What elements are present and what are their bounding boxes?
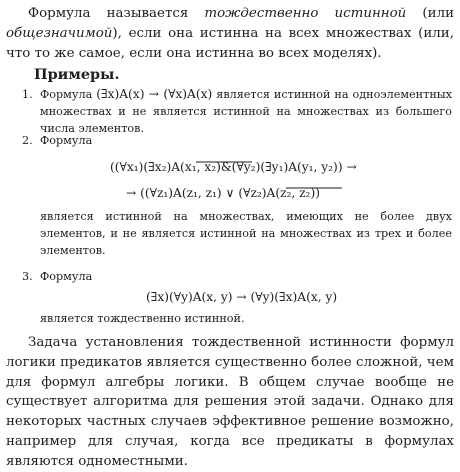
example-2-label: Формула bbox=[40, 134, 93, 147]
term-identically-true: тождественно истинной bbox=[204, 6, 407, 21]
definition-text: (или bbox=[406, 6, 454, 21]
term-universally-valid: общезначимой bbox=[6, 26, 113, 41]
example-2-number: 2. bbox=[22, 134, 33, 147]
example-1-text: Формула (∃x)A(x) → (∀x)A(x) является истинной на одноэлементных множествах и не является истинной на множествах из большего числа элементов. bbox=[40, 87, 452, 135]
example-3-formula: (∃x)(∀y)A(x, y) → (∀y)(∃x)A(x, y) bbox=[146, 290, 338, 304]
example-3-number: 3. bbox=[22, 270, 33, 283]
example-1-formula: (∃x)A(x) → (∀x)A(x) bbox=[96, 87, 213, 101]
final-paragraph: Задача установления тождественной истинности формул логики предикатов является существенно более сложной, чем для формул алгебры логики. В общем случае вообще не существует алгоритма для решения этой задачи. Однако для некоторых частных случаев эффективное решение возможно, например для случая, когда все предикаты в формулах являются одноместными. bbox=[6, 335, 454, 469]
definition-text: ), если она истинна на всех множествах (или, что то же самое, если она истинна во всех моделях). bbox=[6, 26, 454, 61]
examples-heading: Примеры. bbox=[34, 66, 120, 83]
example-2-formula-line-1: ((∀x₁)(∃x₂)A(x₁, x₂)&(∀y₂)(∃y₁)A(y₁, y₂)) → bbox=[110, 160, 357, 174]
example-1-number: 1. bbox=[22, 88, 33, 101]
example-2-formula-line-2: → ((∀z₁)A(z₁, z₁) ∨ (∀z₂)A(z₂, z₂)) bbox=[126, 186, 320, 200]
example-2-explanation: является истинной на множествах, имеющих не более двух элементов, и не является истинной на множествах из трех и более элементов. bbox=[40, 210, 452, 257]
definition-paragraph bbox=[6, 4, 454, 64]
example-3-explanation: является тождественно истинной. bbox=[40, 312, 245, 325]
definition-text: Формула называется bbox=[28, 6, 205, 21]
example-3-label: Формула bbox=[40, 270, 93, 283]
